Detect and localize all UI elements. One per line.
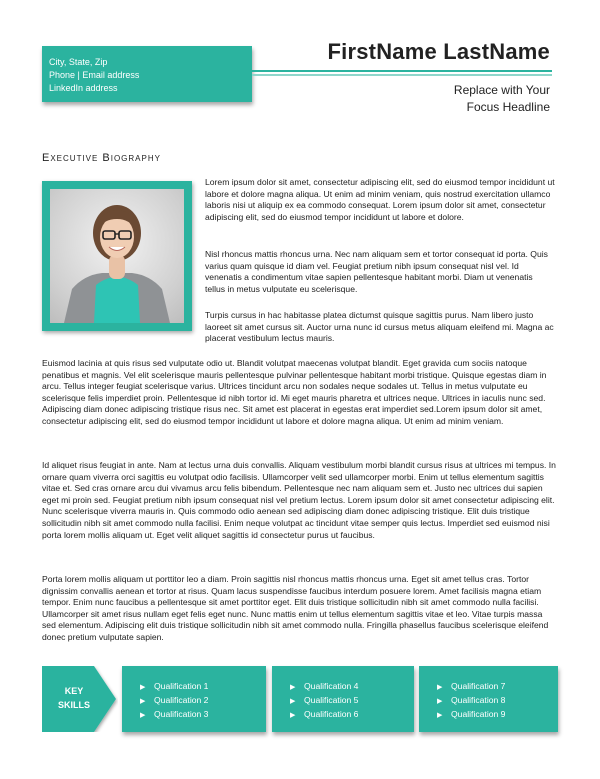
bio-paragraph-1: Lorem ipsum dolor sit amet, consectetur adipiscing elit, sed do eiusmod tempor incididunt ut labore et dolore magna aliqua. Ut enim ad minim veniam, quis nostrud exercitation ullamco laboris nisi ut aliquip ex ea commodo consequat. Lorem ipsum dolor sit amet, consectetur adipiscing elit, sed do eiusmod tempor incididunt ut labore et dolore. bbox=[205, 177, 555, 222]
qualification-item: ▶ Qualification 4 bbox=[290, 680, 414, 694]
triangle-right-icon: ▶ bbox=[437, 698, 443, 705]
headline-line-2: Focus Headline bbox=[466, 100, 550, 114]
contact-phone-email: Phone | Email address bbox=[49, 70, 140, 80]
qualifications-column-1 bbox=[122, 666, 266, 732]
qualification-item: ▶ Qualification 5 bbox=[290, 694, 414, 708]
key-label-line-2: SKILLS bbox=[57, 700, 90, 710]
qualification-item: ▶ Qualification 2 bbox=[140, 694, 266, 708]
portrait-photo bbox=[50, 189, 184, 323]
headline-line-1: Replace with Your bbox=[453, 83, 550, 97]
qualification-item: ▶ Qualification 6 bbox=[290, 708, 414, 722]
qualification-item: ▶ Qualification 9 bbox=[437, 708, 558, 722]
triangle-right-icon: ▶ bbox=[140, 698, 146, 705]
photo-frame bbox=[42, 181, 192, 331]
triangle-right-icon: ▶ bbox=[140, 712, 146, 719]
bio-paragraph-2: Nisl rhoncus mattis rhoncus urna. Nec nam aliquam sem et tortor consequat id porta. Quis varius quam quisque id diam vel. Feugiat pretium nibh ipsum consequat nisl vel. Id venenatis a condimentum vitae sapien pellentesque habitant morbi. Diam ut venenatis tellus in metus vulputate eu scelerisque. bbox=[205, 249, 548, 294]
triangle-right-icon: ▶ bbox=[437, 684, 443, 691]
qualification-item: ▶ Qualification 1 bbox=[140, 680, 266, 694]
triangle-right-icon: ▶ bbox=[437, 712, 443, 719]
qualifications-column-2 bbox=[272, 666, 414, 732]
focus-headline bbox=[454, 82, 550, 116]
bio-paragraph-3: Turpis cursus in hac habitasse platea dictumst quisque sagittis purus. Nam libero justo laoreet sit amet cursus sit. Auctor urna nunc id cursus metus aliquam eleifend mi. Magna ac placerat vestibulum lectus mauris. bbox=[205, 310, 554, 344]
header-rule-dark bbox=[252, 70, 552, 72]
triangle-right-icon: ▶ bbox=[290, 698, 296, 705]
triangle-right-icon: ▶ bbox=[290, 712, 296, 719]
contact-linkedin: LinkedIn address bbox=[49, 83, 118, 93]
contact-box bbox=[42, 46, 252, 102]
portrait-illustration bbox=[50, 189, 184, 323]
qualification-item: ▶ Qualification 3 bbox=[140, 708, 266, 722]
bio-paragraph-5: Id aliquet risus feugiat in ante. Nam at lectus urna duis convallis. Aliquam vestibulum morbi blandit cursus risus at ultrices mi tempus. In ornare quam viverra orci sagittis eu volutpat odio facilisis. Ullamcorper velit sed ullamcorper morbi. Enim ut tellus elementum sagittis vitae et. Sed cras ornare arcu dui vivamus arcu felis bibendum. Pellentesque nec nam aliquam sem et. Justo nec ultrices dui sapien eget mi proin sed. Feugiat pretium nibh ipsum consequat nisl vel pretium lectus. Lorem ipsum dolor sit amet consectetur adipiscing elit. Nunc scelerisque viverra mauris in. Quis commodo odio aenean sed adipiscing diam donec adipiscing tristique. Elit duis tristique sollicitudin nibh sit amet commodo nulla facilisi. Enim neque volutpat ac tincidunt vitae semper quis lectus. Imperdiet sed euismod nisi porta lorem mollis aliquam ut. Eget velit aliquet sagittis id consectetur purus ut faucibus. bbox=[42, 460, 556, 540]
contact-city-state-zip: City, State, Zip bbox=[49, 57, 108, 67]
triangle-right-icon: ▶ bbox=[290, 684, 296, 691]
triangle-right-icon: ▶ bbox=[140, 684, 146, 691]
header-rule-light bbox=[252, 74, 552, 76]
qualifications-column-3 bbox=[419, 666, 558, 732]
key-skills-label bbox=[54, 684, 94, 712]
qualification-item: ▶ Qualification 8 bbox=[437, 694, 558, 708]
bio-paragraph-6: Porta lorem mollis aliquam ut porttitor leo a diam. Proin sagittis nisl rhoncus mattis rhoncus urna. Eget sit amet tellus cras. Tortor dignissim convallis aenean et tortor at risus. Quam lacus suspendisse faucibus interdum posuere lorem. Amet facilisis magna etiam tempor. Enim nunc faucibus a pellentesque sit amet porttitor eget. Elit duis tristique sollicitudin nibh sit amet commodo nulla facilisi. Ullamcorper sit amet risus nullam eget felis eget nunc. Nunc mattis enim ut tellus elementum sagittis vitae et leo. Vitae turpis massa sed elementum. Adipiscing elit duis tristique sollicitudin nibh sit amet commodo nulla. Fringilla phasellus faucibus scelerisque eleifend donec pretium vulputate sapien. bbox=[42, 574, 549, 642]
candidate-name: FirstName LastName bbox=[327, 39, 550, 64]
key-label-line-1: KEY bbox=[64, 686, 84, 696]
section-heading-biography: Executive Biography bbox=[42, 152, 161, 164]
qualification-item: ▶ Qualification 7 bbox=[437, 680, 558, 694]
key-skills-bar bbox=[42, 666, 558, 732]
bio-paragraph-4: Euismod lacinia at quis risus sed vulputate odio ut. Blandit volutpat maecenas volutpat blandit. Eget gravida cum sociis natoque penatibus et magnis. Vel elit scelerisque mauris pellentesque pulvinar pellentesque habitant morbi tristique. Quisque egestas diam in arcu. Tellus integer feugiat scelerisque varius. Ultrices tincidunt arcu non sodales neque sodales ut. Tellus in metus vulputate eu scelerisque felis imperdiet proin. Pellentesque id nibh tortor id. Mi eget mauris pharetra et ultrices neque. Ultrices in iaculis nunc sed. Adipiscing diam donec adipiscing tristique risus nec. Sit amet est placerat in egestas erat imperdiet sed.Lorem ipsum dolor sit amet, consectetur adipiscing elit, sed do eiusmod tempor incididunt ut labore et dolore magna aliqua. Ut enim ad minim veniam. bbox=[42, 358, 547, 426]
